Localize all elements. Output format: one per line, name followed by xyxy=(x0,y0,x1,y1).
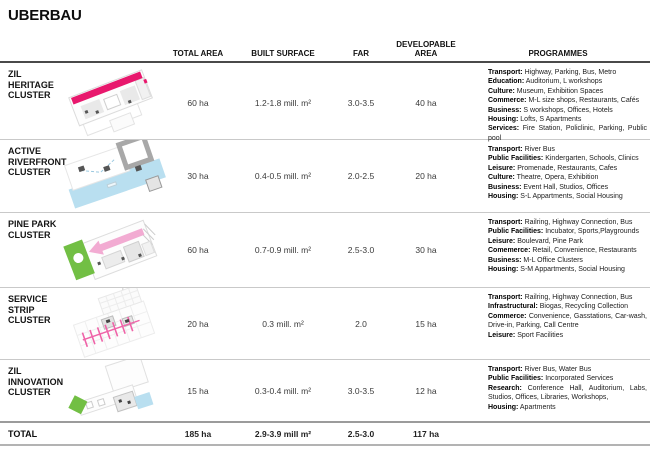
table-row xyxy=(0,288,650,360)
programme-line xyxy=(488,77,647,86)
programme-category: Public Facilities: xyxy=(488,375,544,383)
programme-text: Promenade, Restaurants, Cafes xyxy=(517,164,618,172)
table-row xyxy=(0,213,650,288)
programme-line xyxy=(488,183,647,192)
programme-text: M-L size shops, Restaurants, Cafés xyxy=(528,97,640,105)
programme-line xyxy=(488,164,647,173)
built-surface-value: 0.4-0.5 mill. m² xyxy=(254,171,312,181)
built-surface-value: 0.3-0.4 mill. m² xyxy=(254,385,312,396)
programme-category: Public Facilities: xyxy=(488,228,544,236)
cluster-name: PINE PARK CLUSTER xyxy=(8,219,57,240)
programme-line xyxy=(488,154,647,163)
table-row xyxy=(0,360,650,421)
programme-category: Leisure: xyxy=(488,237,516,245)
column-header-developable-area: DEVELOPABLE AREA xyxy=(396,40,456,58)
programme-text: S-L Appartments, Social Housing xyxy=(520,193,623,201)
active-riverfront-map-icon xyxy=(62,140,166,212)
programme-line xyxy=(488,365,647,374)
total-label: TOTAL xyxy=(8,428,38,439)
built-surface-total: 2.9-3.9 mill m² xyxy=(254,428,312,439)
page-title: UBERBAU xyxy=(8,7,82,24)
programmes-list xyxy=(466,288,650,359)
programme-line xyxy=(488,218,647,227)
programme-text: Theatre, Opera, Exhibition xyxy=(516,174,599,182)
programme-text: S-M Appartments, Social Housing xyxy=(520,266,625,274)
programme-category: Commerce: xyxy=(488,97,527,105)
programme-text: Incubator, Sports,Playgrounds xyxy=(545,228,639,236)
programmes-list xyxy=(466,140,650,212)
programme-text: River Bus xyxy=(524,146,555,153)
programme-category: Infrastructural: xyxy=(488,303,538,311)
cluster-thumbnail xyxy=(62,213,166,287)
far-value: 3.0-3.5 xyxy=(347,98,375,109)
table-row xyxy=(0,140,650,213)
pine-park-map-icon xyxy=(62,213,166,287)
programme-line xyxy=(488,173,647,182)
programme-text: Incorporated Services xyxy=(545,375,614,383)
programme-text: Sport Facilities xyxy=(517,331,564,339)
column-header-built-surface: BUILT SURFACE xyxy=(251,49,315,58)
programme-category: Business: xyxy=(488,256,522,264)
zil-innovation-map-icon xyxy=(62,360,166,421)
developable-area-value: 40 ha xyxy=(415,98,437,109)
programmes-list xyxy=(466,63,650,143)
total-area-value: 60 ha xyxy=(187,98,209,109)
programme-category: Transport: xyxy=(488,146,523,153)
column-header-total-area: TOTAL AREA xyxy=(172,49,224,58)
programme-line xyxy=(488,192,647,201)
programme-category: Transport: xyxy=(488,366,523,373)
programme-category: Business: xyxy=(488,106,522,114)
programme-line xyxy=(488,312,647,331)
far-value: 3.0-3.5 xyxy=(347,385,375,396)
programme-text: River Bus, Water Bus xyxy=(524,366,592,373)
programme-line xyxy=(488,145,647,154)
programme-category: Leisure: xyxy=(488,331,516,339)
far-value: 2.0-2.5 xyxy=(347,171,375,181)
column-header-far: FAR xyxy=(353,49,369,58)
programme-text: Railring, Highway Connection, Bus xyxy=(524,294,633,301)
built-surface-value: 1.2-1.8 mill. m² xyxy=(254,98,312,109)
developable-area-total: 117 ha xyxy=(413,428,439,439)
programme-line xyxy=(488,256,647,265)
programme-text: Museum, Exhibition Spaces xyxy=(516,87,604,95)
zil-heritage-map-icon xyxy=(64,66,164,140)
developable-area-value: 15 ha xyxy=(415,318,437,329)
table-row xyxy=(0,63,650,140)
programme-text: Fire Station, Policlinic, Parking, Public pool xyxy=(488,125,647,142)
programme-line xyxy=(488,302,647,311)
programme-text: Convenience, Gasstations, Car-wash, Drive-in, Parking, Call Centre xyxy=(488,312,647,330)
programme-line xyxy=(488,115,647,124)
programme-category: Leisure: xyxy=(488,164,516,172)
cluster-thumbnail xyxy=(62,63,166,143)
programme-category: Housing: xyxy=(488,403,519,411)
programme-category: Services: xyxy=(488,125,520,133)
far-value: 2.0 xyxy=(355,318,367,329)
programme-line xyxy=(488,227,647,236)
table-header-row xyxy=(0,26,650,63)
programme-text: Lofts, S Apartments xyxy=(520,116,582,124)
programme-line xyxy=(488,237,647,246)
programme-text: Auditorium, L workshops xyxy=(525,78,603,86)
programme-text: Retail, Convenience, Restaurants xyxy=(532,247,637,255)
programme-line xyxy=(488,384,647,403)
cluster-name: ZIL INNOVATION CLUSTER xyxy=(8,366,64,397)
programme-text: Conference Hall, Auditorium, Labs, Studios, Offices, Libraries, Workshops, xyxy=(488,384,647,402)
total-row xyxy=(0,421,650,446)
programme-line xyxy=(488,403,647,412)
programme-text: Apartments xyxy=(519,403,556,411)
programmes-list xyxy=(466,213,650,287)
programme-category: Education: xyxy=(488,78,525,86)
programme-category: Transport: xyxy=(488,294,523,301)
programme-text: Railring, Highway Connection, Bus xyxy=(524,219,633,226)
programmes-list xyxy=(466,360,650,421)
table-body xyxy=(0,63,650,421)
programme-text: S workshops, Offices, Hotels xyxy=(523,106,613,114)
programme-line xyxy=(488,106,647,115)
programme-category: Culture: xyxy=(488,174,515,182)
cluster-name: SERVICE STRIP CLUSTER xyxy=(8,294,51,325)
programme-text: Boulevard, Pine Park xyxy=(517,237,583,245)
built-surface-value: 0.7-0.9 mill. m² xyxy=(254,245,312,255)
total-area-value: 15 ha xyxy=(187,385,209,396)
total-area-value: 20 ha xyxy=(187,318,209,329)
cluster-name: ACTIVE RIVERFRONT CLUSTER xyxy=(8,146,67,177)
programme-category: Commerce: xyxy=(488,312,527,320)
programme-line xyxy=(488,68,647,77)
built-surface-value: 0.3 mill. m² xyxy=(262,318,304,329)
programme-category: Culture: xyxy=(488,87,515,95)
programme-line xyxy=(488,293,647,302)
programme-text: Kindergarten, Schools, Clinics xyxy=(545,155,639,163)
total-area-value: 60 ha xyxy=(187,245,209,255)
programme-line xyxy=(488,96,647,105)
programme-category: Comemerce: xyxy=(488,247,531,255)
cluster-thumbnail xyxy=(62,140,166,212)
programme-line xyxy=(488,87,647,96)
cluster-thumbnail xyxy=(62,288,166,359)
cluster-name: ZIL HERITAGE CLUSTER xyxy=(8,69,54,100)
programme-text: Event Hall, Studios, Offices xyxy=(523,183,609,191)
programme-text: Highway, Parking, Bus, Metro xyxy=(524,69,617,76)
programme-text: M-L Office Clusters xyxy=(523,256,583,264)
total-area-value: 30 ha xyxy=(187,171,209,181)
total-area-total: 185 ha xyxy=(184,428,212,439)
programme-category: Housing: xyxy=(488,116,519,124)
programme-category: Research: xyxy=(488,384,522,392)
programme-line xyxy=(488,374,647,383)
far-total: 2.5-3.0 xyxy=(347,428,375,439)
developable-area-value: 12 ha xyxy=(415,385,437,396)
programme-category: Housing: xyxy=(488,193,519,201)
developable-area-value: 30 ha xyxy=(415,245,437,255)
programme-category: Housing: xyxy=(488,266,519,274)
cluster-thumbnail xyxy=(62,360,166,421)
programme-category: Transport: xyxy=(488,69,523,76)
programme-line xyxy=(488,331,647,340)
programme-category: Public Facilities: xyxy=(488,155,544,163)
programme-line xyxy=(488,246,647,255)
programme-category: Transport: xyxy=(488,219,523,226)
programme-text: Biogas, Recycling Collection xyxy=(539,303,629,311)
programme-line xyxy=(488,265,647,274)
service-strip-map-icon xyxy=(62,288,166,359)
column-header-programmes: PROGRAMMES xyxy=(528,49,588,58)
programme-category: Business: xyxy=(488,183,522,191)
far-value: 2.5-3.0 xyxy=(347,245,375,255)
developable-area-value: 20 ha xyxy=(415,171,437,181)
